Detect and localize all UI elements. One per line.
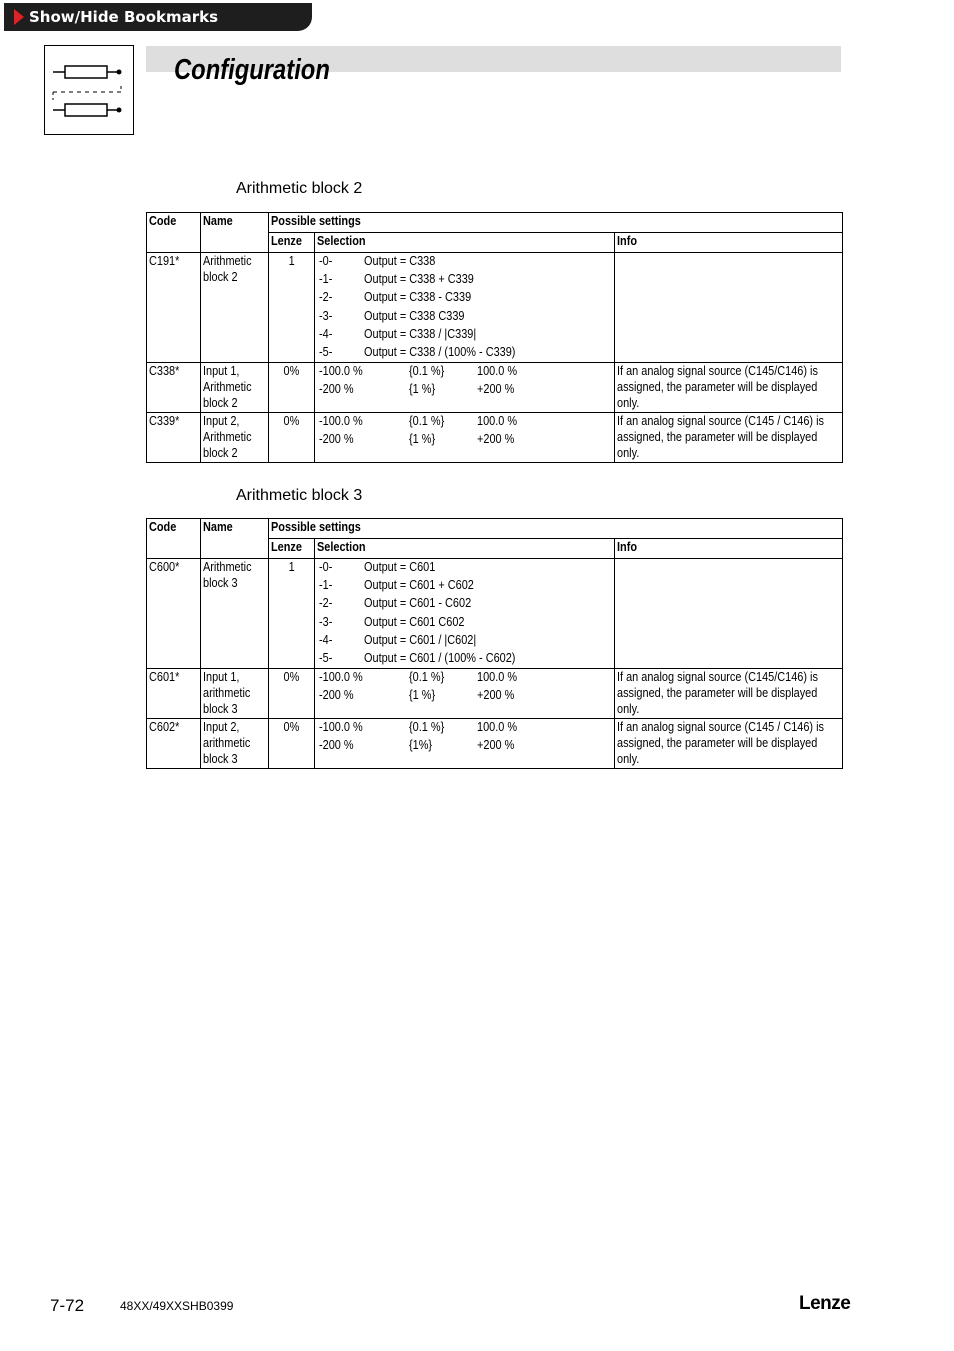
name-line	[203, 429, 266, 445]
name-line	[203, 559, 266, 575]
info-line: only.	[617, 701, 640, 717]
lenze-cell	[269, 363, 315, 413]
info-line: assigned, the parameter will be displayed	[617, 735, 818, 751]
lenze-logo: Lenze	[799, 1293, 851, 1314]
lenze-cell	[269, 253, 315, 363]
selection-number	[319, 614, 335, 630]
code-value: C601*	[149, 669, 180, 685]
selection-number	[319, 326, 335, 342]
name-text: Arithmetic	[203, 429, 252, 445]
range-text: 100.0 %	[477, 363, 518, 379]
selection-output-text: Output = C338 C339	[364, 307, 465, 323]
range-text: -200 %	[319, 737, 354, 753]
name-line	[203, 253, 266, 269]
range-text: 100.0 %	[477, 669, 518, 685]
header-selection-label: Selection	[317, 233, 366, 248]
header-selection	[315, 539, 615, 559]
selection-cell	[315, 363, 615, 413]
name-line	[203, 379, 266, 395]
range-line	[317, 431, 612, 449]
header-possible-label: Possible settings	[271, 213, 361, 228]
selection-text	[364, 650, 544, 666]
selection-text	[364, 289, 492, 305]
name-text: block 3	[203, 751, 238, 767]
range-line	[317, 413, 612, 431]
header-lenze-label: Lenze	[271, 233, 302, 248]
page-title: Configuration	[174, 54, 330, 86]
code-cell	[147, 253, 201, 363]
header-name-label: Name	[203, 519, 233, 534]
info-line: If an analog signal source (C145/C146) is	[617, 363, 818, 379]
range-text: -100.0 %	[319, 719, 363, 735]
range-line	[317, 737, 612, 755]
info-cell	[615, 363, 843, 413]
selection-line	[317, 326, 612, 344]
range-text: -100.0 %	[319, 363, 363, 379]
code-cell	[147, 559, 201, 669]
selection-output-text: Output = C338	[364, 253, 436, 268]
info-line: assigned, the parameter will be displayed	[617, 379, 818, 395]
range-text: {0.1 %}	[409, 413, 445, 429]
info-cell	[615, 669, 843, 719]
document-id: 48XX/49XXSHB0399	[120, 1299, 234, 1313]
selection-text	[364, 614, 484, 630]
range-text: {1%}	[409, 737, 433, 753]
header-possible-settings	[269, 213, 843, 233]
header-info-label: Info	[617, 539, 638, 554]
lenze-value: 0%	[283, 413, 300, 429]
table-row	[147, 669, 843, 719]
selection-output-text: Output = C338 / (100% - C339)	[364, 343, 516, 359]
selection-output-text: Output = C601 + C602	[364, 577, 474, 593]
range-line	[317, 669, 612, 687]
name-line	[203, 751, 266, 767]
header-code-label: Code	[149, 519, 177, 534]
range-line	[317, 363, 612, 381]
range-text: +200 %	[477, 431, 515, 447]
header-name-label: Name	[203, 213, 233, 228]
name-text: Input 1,	[203, 669, 240, 685]
name-line	[203, 395, 266, 411]
selection-output-text: Output = C601 / |C602|	[364, 631, 477, 647]
range-text: -200 %	[319, 381, 354, 397]
selection-number	[319, 632, 335, 648]
section-heading-block3: Arithmetic block 3	[236, 487, 363, 504]
name-line	[203, 575, 266, 591]
range-text: {0.1 %}	[409, 719, 445, 735]
selection-number	[319, 308, 335, 324]
table-row	[147, 363, 843, 413]
lenze-value: 0%	[283, 669, 300, 685]
name-text: block 2	[203, 445, 238, 461]
selection-output-text: Output = C338 / |C339|	[364, 325, 477, 341]
selection-line	[317, 271, 612, 289]
range-text: 100.0 %	[477, 719, 518, 735]
selection-text	[364, 308, 484, 324]
code-cell	[147, 363, 201, 413]
name-text: block 3	[203, 701, 238, 717]
selection-line	[317, 289, 612, 307]
code-cell	[147, 413, 201, 463]
name-cell	[201, 363, 269, 413]
range-line	[317, 719, 612, 737]
triangle-right-icon	[14, 9, 24, 25]
name-text: Arithmetic	[203, 559, 252, 574]
name-text: Arithmetic	[203, 379, 252, 395]
selection-text	[364, 253, 449, 269]
header-lenze-label: Lenze	[271, 539, 302, 554]
selection-output-text: Output = C338 + C339	[364, 271, 474, 287]
code-cell	[147, 669, 201, 719]
selection-number-text: -5-	[319, 649, 333, 665]
lenze-cell	[269, 559, 315, 669]
selection-cell	[315, 669, 615, 719]
selection-line	[317, 632, 612, 650]
range-text: {0.1 %}	[409, 363, 445, 379]
name-line	[203, 735, 266, 751]
info-line: only.	[617, 445, 640, 461]
range-line	[317, 687, 612, 705]
configuration-chapter-icon	[44, 45, 134, 135]
info-line: only.	[617, 751, 640, 767]
code-value: C339*	[149, 413, 180, 429]
range-text: -200 %	[319, 431, 354, 447]
info-line: assigned, the parameter will be displayed	[617, 685, 818, 701]
code-value: C602*	[149, 719, 180, 735]
selection-number-text: -2-	[319, 289, 333, 305]
info-cell	[615, 559, 843, 669]
lenze-cell	[269, 669, 315, 719]
selection-number	[319, 271, 335, 287]
selection-output-text: Output = C601 C602	[364, 613, 465, 629]
info-cell	[615, 719, 843, 769]
name-text: Input 2,	[203, 719, 240, 735]
table-row	[147, 253, 843, 363]
selection-text	[364, 595, 492, 611]
selection-output-text: Output = C601 - C602	[364, 595, 472, 611]
selection-text	[364, 559, 449, 575]
range-text: 100.0 %	[477, 413, 518, 429]
selection-output-text: Output = C601	[364, 559, 436, 574]
lenze-value: 0%	[283, 363, 300, 379]
page-number: 7-72	[50, 1296, 85, 1315]
name-text: Input 1,	[203, 363, 240, 379]
selection-number	[319, 650, 335, 666]
name-cell	[201, 253, 269, 363]
name-text: block 2	[203, 395, 238, 411]
header-lenze	[269, 539, 315, 559]
name-line	[203, 719, 266, 735]
table-row	[147, 719, 843, 769]
selection-number	[319, 253, 335, 269]
header-info-label: Info	[617, 233, 638, 248]
name-line	[203, 445, 266, 461]
name-text: arithmetic	[203, 685, 251, 701]
selection-text	[364, 326, 498, 342]
header-info	[615, 539, 843, 559]
selection-number-text: -2-	[319, 595, 333, 611]
bookmark-label: Show/Hide Bookmarks	[29, 8, 219, 26]
selection-number	[319, 577, 335, 593]
section-heading-block2: Arithmetic block 2	[236, 180, 363, 197]
header-selection-label: Selection	[317, 539, 366, 554]
info-line: only.	[617, 395, 640, 411]
selection-number-text: -1-	[319, 271, 333, 287]
code-value: C191*	[149, 253, 180, 268]
selection-number-text: -0-	[319, 559, 333, 574]
selection-number-text: -3-	[319, 613, 333, 629]
range-text: +200 %	[477, 381, 515, 397]
lenze-value: 1	[288, 559, 295, 574]
lenze-value: 1	[288, 253, 295, 268]
selection-text	[364, 271, 495, 287]
range-text: +200 %	[477, 687, 515, 703]
show-hide-bookmarks-button[interactable]	[4, 3, 312, 31]
selection-cell	[315, 719, 615, 769]
header-code-label: Code	[149, 213, 177, 228]
selection-line	[317, 595, 612, 613]
range-text: {1 %}	[409, 687, 436, 703]
header-row	[147, 213, 843, 233]
range-text: {0.1 %}	[409, 669, 445, 685]
selection-number	[319, 289, 335, 305]
info-cell	[615, 413, 843, 463]
range-text: -200 %	[319, 687, 354, 703]
name-text: block 2	[203, 269, 238, 284]
name-text: block 3	[203, 575, 238, 590]
name-cell	[201, 719, 269, 769]
header-info	[615, 233, 843, 253]
selection-line	[317, 650, 612, 668]
name-line	[203, 685, 266, 701]
range-text: -100.0 %	[319, 669, 363, 685]
range-text: -100.0 %	[319, 413, 363, 429]
selection-number-text: -5-	[319, 343, 333, 359]
header-possible-label: Possible settings	[271, 519, 361, 534]
lenze-cell	[269, 719, 315, 769]
code-cell	[147, 719, 201, 769]
name-text: Input 2,	[203, 413, 240, 429]
range-line	[317, 381, 612, 399]
selection-output-text: Output = C338 - C339	[364, 289, 472, 305]
selection-cell	[315, 559, 615, 669]
range-text: {1 %}	[409, 381, 436, 397]
selection-number-text: -0-	[319, 253, 333, 268]
selection-line	[317, 577, 612, 595]
range-text: +200 %	[477, 737, 515, 753]
selection-number	[319, 344, 335, 360]
header-name	[201, 213, 269, 253]
header-name	[201, 519, 269, 559]
parameter-table-block2	[146, 212, 843, 463]
header-code	[147, 519, 201, 559]
name-cell	[201, 669, 269, 719]
selection-number	[319, 595, 335, 611]
selection-text	[364, 632, 498, 648]
selection-text	[364, 577, 495, 593]
table-row	[147, 413, 843, 463]
info-line: If an analog signal source (C145 / C146) is	[617, 413, 824, 429]
parameter-table-block3	[146, 518, 843, 769]
name-cell	[201, 559, 269, 669]
name-line	[203, 363, 266, 379]
selection-number	[319, 559, 335, 575]
code-value: C600*	[149, 559, 180, 574]
info-line: If an analog signal source (C145 / C146) is	[617, 719, 824, 735]
selection-text	[364, 344, 544, 360]
name-line	[203, 413, 266, 429]
selection-number-text: -3-	[319, 307, 333, 323]
table-row	[147, 559, 843, 669]
name-cell	[201, 413, 269, 463]
info-cell	[615, 253, 843, 363]
selection-number-text: -4-	[319, 325, 333, 341]
header-code	[147, 213, 201, 253]
selection-line	[317, 559, 612, 577]
info-line: assigned, the parameter will be displayed	[617, 429, 818, 445]
selection-number-text: -4-	[319, 631, 333, 647]
lenze-value: 0%	[283, 719, 300, 735]
circuit-diagram-icon	[45, 46, 133, 134]
code-value: C338*	[149, 363, 180, 379]
selection-line	[317, 308, 612, 326]
selection-output-text: Output = C601 / (100% - C602)	[364, 649, 516, 665]
name-text: Arithmetic	[203, 253, 252, 268]
header-row	[147, 519, 843, 539]
info-line: If an analog signal source (C145/C146) is	[617, 669, 818, 685]
name-line	[203, 701, 266, 717]
name-text: arithmetic	[203, 735, 251, 751]
range-text: {1 %}	[409, 431, 436, 447]
header-lenze	[269, 233, 315, 253]
header-selection	[315, 233, 615, 253]
selection-number-text: -1-	[319, 577, 333, 593]
selection-line	[317, 614, 612, 632]
selection-cell	[315, 413, 615, 463]
selection-line	[317, 253, 612, 271]
selection-line	[317, 344, 612, 362]
lenze-cell	[269, 413, 315, 463]
name-line	[203, 269, 266, 285]
name-line	[203, 669, 266, 685]
selection-cell	[315, 253, 615, 363]
header-possible-settings	[269, 519, 843, 539]
